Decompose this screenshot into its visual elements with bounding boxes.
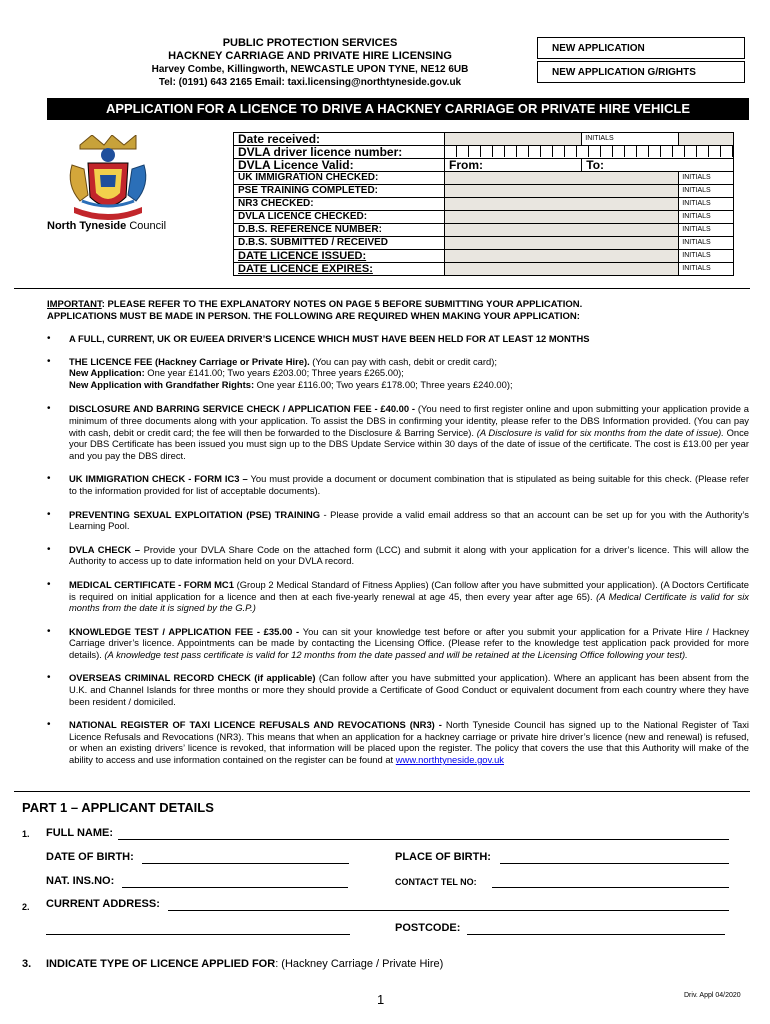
bullet-overseas-text: (Can follow after you have submitted your application). Where an applicant has been absent from the U.K. and Channel Islands for three months or more they should provide a Certificate of Good Conduct or equivalent document from each country where they have been resident / domiciled. [69,672,750,707]
page-title: APPLICATION FOR A LICENCE TO DRIVE A HACKNEY CARRIAGE OR PRIVATE HIRE VEHICLE [47,98,749,120]
bullet-medical-head: MEDICAL CERTIFICATE - FORM MC1 [69,578,234,590]
office-row-field[interactable] [445,237,679,250]
important-label: IMPORTANT [47,299,102,310]
list-item: • DVLA CHECK – Provide your DVLA Share Code on the attached form (LCC) and submit it along with your application for a driver’s licence. This will allow the Authority to access up to date information held on your DVLA record. [47,543,749,567]
dob-field[interactable] [142,863,349,864]
initials-cell: INITIALS [679,211,734,224]
office-use-table [233,132,734,276]
office-row-label: D.B.S. REFERENCE NUMBER: [234,224,445,237]
bullet-nr3-text: North Tyneside Council has signed up to the National Register of Taxi Licence Refusals and Revocations (NR3). This means that when an application for a hackney carriage or private hire driver’s licence (new and renewal) is refused, or when an existing drivers’ licence is revoked, that information will be placed upon the register. The policy that covers the use that this Authority will make of the ability to access and use information contained on the register can be found at [69,719,749,766]
initials-cell: INITIALS [679,224,734,237]
bullet-fee-new-label: New Application: [69,367,145,379]
list-item: • DISCLOSURE AND BARRING SERVICE CHECK / APPLICATION FEE - £40.00 - (You need to first register online and upon submitting your application provide a minimum of three documents along with your application. To assist the DBS in confirming your identity, please refer to the DBS Information provided. (You can pay with cash, debit or credit card; the fee will then be forwarded to the Disclosure & Barring Service). (A Disclosure is valid for six months from the date of issue). Once your DBS Certificate has been issued you must sign up to the DBS Update Service within 30 days of the date of issue of the certificate. The cost is £13.00 per year and you pay the DBS direct. [47,403,750,461]
address-field-line1[interactable] [168,910,729,911]
dvla-number-boxes[interactable] [445,146,734,159]
bullet-knowledge-italic: (A knowledge test pass certificate is valid for 12 months from the date passed and will be retained at the Licensing Office following your test). [101,648,688,660]
office-row-label: UK IMMIGRATION CHECKED: [234,172,445,185]
bullet-fee-head: THE LICENCE FEE (Hackney Carriage or Private Hire). [69,355,310,367]
item-number: 2. [22,902,30,912]
list-item: • UK IMMIGRATION CHECK - FORM IC3 – You must provide a document or document combination that is stipulated as being suitable for this check. (Please refer to the information provided for list of acceptable documents). [47,473,749,496]
dob-label: DATE OF BIRTH: [46,851,134,863]
dvla-valid-to[interactable]: To: [582,159,734,172]
initials-cell: INITIALS [679,198,734,211]
bullet-dvla-text: Provide your DVLA Share Code on the attached form (LCC) and submit it along with your application for a driver’s licence. This will allow the Authority to access up to date information held on your DVLA record. [69,543,749,567]
header-line3: Harvey Combe, Killingworth, NEWCASTLE UPON TYNE, NE12 6UB [151,64,469,75]
divider [14,791,750,792]
office-row-field[interactable] [445,224,679,237]
requirements-list [47,333,749,776]
new-application-grights-box[interactable]: NEW APPLICATION G/RIGHTS [537,61,745,83]
item-number: 1. [22,829,30,839]
council-name-bold: North Tyneside [47,220,127,232]
list-item: • A FULL, CURRENT, UK OR EU/EEA DRIVER’S LICENCE WHICH MUST HAVE BEEN HELD FOR AT LEAST 12 MONTHS [47,333,590,344]
bullet-pse-head: PREVENTING SEXUAL EXPLOITATION (PSE) TRAINING [69,508,321,520]
date-received-label: Date received: [234,133,445,146]
bullet-immigration-head: UK IMMIGRATION CHECK - FORM IC3 – [69,473,248,485]
initials-cell: INITIALS [679,263,734,276]
header-line2: HACKNEY CARRIAGE AND PRIVATE HIRE LICENSING [168,50,452,62]
licence-type-question [46,958,443,970]
bullet-pse-text: - Please provide a valid email address so that an account can be set up for you with the Authority’s Learning Pool. [69,508,749,532]
header-line1: PUBLIC PROTECTION SERVICES [222,37,398,49]
bullet-immigration-text: You must provide a document or document combination that is stipulated as being suitable for this check. (Please refer to the information provided for list of acceptable documents). [69,473,749,496]
list-item: • KNOWLEDGE TEST / APPLICATION FEE - £35.00 - You can sit your knowledge test before or after you submit your application for a Private Hire / Hackney Carriage driver’s licence. Appointments can be made by contacting the Licensing Office. (Please refer to the knowledge test application pack provided for more details). (A knowledge test pass certificate is valid for 12 months from the date passed and will be retained at the Licensing Office following your test). [47,625,749,660]
nat-ins-label: NAT. INS.NO: [46,875,115,887]
licence-type-options[interactable]: : (Hackney Carriage / Private Hire) [275,958,444,970]
office-row-label: PSE TRAINING COMPLETED: [234,185,445,198]
pob-label: PLACE OF BIRTH: [395,851,491,863]
address-field-line2[interactable] [46,934,350,935]
date-received-field[interactable] [445,133,582,146]
office-row-label: DATE LICENCE EXPIRES: [234,263,445,276]
form-reference: Driv. Appl 04/2020 [684,992,741,999]
divider [14,288,750,289]
important-line2: APPLICATIONS MUST BE MADE IN PERSON. THE FOLLOWING ARE REQUIRED WHEN MAKING YOUR APPLICATION: [47,311,580,322]
part1-title: PART 1 – APPLICANT DETAILS [22,800,214,815]
office-row-field[interactable] [445,263,679,276]
bullet-overseas-head: OVERSEAS CRIMINAL RECORD CHECK (if applicable) [69,672,316,684]
northtyneside-link[interactable]: www.northtyneside.gov.uk [395,754,504,766]
header-block [130,37,490,89]
new-application-box[interactable]: NEW APPLICATION [537,37,745,59]
list-item: • OVERSEAS CRIMINAL RECORD CHECK (if applicable) (Can follow after you have submitted your application). Where an applicant has been absent from the U.K. and Channel Islands for three months or more they should provide a Certificate of Good Conduct or equivalent document from each country where they have been resident / domiciled. [47,672,750,707]
dvla-number-label: DVLA driver licence number: [234,146,445,159]
important-line1: : PLEASE REFER TO THE EXPLANATORY NOTES ON PAGE 5 BEFORE SUBMITTING YOUR APPLICATION. [101,299,583,310]
item-number: 3. [22,958,32,970]
bullet-dbs-italic: (A Disclosure is valid for six months from the date of issue). [476,426,724,438]
office-row-field[interactable] [445,250,679,263]
list-item: • THE LICENCE FEE (Hackney Carriage or Private Hire). (You can pay with cash, debit or credit card); New Application: One year £141.00; Two years £203.00; Three years £265.00); New Application with Grandfather Rights: One year £116.00; Two years £178.00; Three years £240.00); [47,355,513,390]
contact-label: CONTACT TEL NO: [395,877,477,887]
list-item: • MEDICAL CERTIFICATE - FORM MC1 (Group 2 Medical Standard of Fitness Applies) (Can follow after you have submitted your application). (A Doctors Certificate is required on initial application for a licence and then at each five-yearly renewal at age 45, then every year after age 65). (A Medical Certificate is valid for six months from the date it is signed by the G.P.) [47,578,749,614]
important-notice [47,299,747,323]
list-item: • PREVENTING SEXUAL EXPLOITATION (PSE) TRAINING - Please provide a valid email address so that an account can be set up for you with the Authority’s Learning Pool. [47,508,749,532]
header-line4: Tel: (0191) 643 2165 Email: taxi.licensing@northtyneside.gov.uk [158,77,462,88]
bullet-knowledge-text: You can sit your knowledge test before or after you submit your application for a Private Hire / Hackney Carriage driver’s licence. Appointments can be made by contacting the Licensing Office. (Please refer to the knowledge test application pack provided for more details). [69,625,749,660]
bullet-licence: A FULL, CURRENT, UK OR EU/EEA DRIVER’S LICENCE WHICH MUST HAVE BEEN HELD FOR AT LEAST 12 MONTHS [69,333,590,344]
office-row-label: DATE LICENCE ISSUED: [234,250,445,263]
date-received-initials-field[interactable] [679,133,734,146]
bullet-dbs-text2: Once your DBS Certificate has been issued you must sign up to the DBS Update Service within 30 days of the date of issue of the certificate. The cost is £13.00 per year and you pay the DBS direct. [69,426,750,461]
bullet-medical-italic: (A Medical Certificate is valid for six months from the date it is signed by the G.P.) [69,590,749,614]
council-name-rest: Council [126,220,167,232]
full-name-field[interactable] [118,839,729,840]
dvla-valid-label: DVLA Licence Valid: [234,159,445,172]
council-crest-icon [58,135,158,225]
licence-type-label: INDICATE TYPE OF LICENCE APPLIED FOR [46,958,276,970]
council-name [47,220,166,232]
office-row-label: D.B.S. SUBMITTED / RECEIVED [234,237,445,250]
initials-cell: INITIALS [679,237,734,250]
address-label: CURRENT ADDRESS: [46,898,160,910]
bullet-dvla-head: DVLA CHECK – [69,543,140,555]
bullet-medical-text: (Group 2 Medical Standard of Fitness Applies) (Can follow after you have submitted your application). (A Doctors Certificate is required on initial application for a licence and then at each five-yearly renewal at age 45, then every year after age 65). [69,578,749,602]
bullet-fee-tail: (You can pay with cash, debit or credit card); [309,355,497,367]
nat-ins-field[interactable] [122,887,348,888]
dvla-valid-from[interactable]: From: [445,159,582,172]
office-row-label: DVLA LICENCE CHECKED: [234,211,445,224]
office-row-label: NR3 CHECKED: [234,198,445,211]
bullet-nr3-head: NATIONAL REGISTER OF TAXI LICENCE REFUSALS AND REVOCATIONS (NR3) - [69,719,442,731]
initials-cell: INITIALS [679,172,734,185]
office-row-field[interactable] [445,172,679,185]
initials-label: INITIALS [582,133,679,146]
bullet-knowledge-head: KNOWLEDGE TEST / APPLICATION FEE - £35.00 - [69,625,300,637]
bullet-fee-gr: One year £116.00; Two years £178.00; Three years £240.00); [254,378,513,390]
contact-field[interactable] [492,887,729,888]
bullet-dbs-head: DISCLOSURE AND BARRING SERVICE CHECK / APPLICATION FEE - £40.00 - [69,403,416,415]
office-row-field[interactable] [445,198,679,211]
pob-field[interactable] [500,863,729,864]
postcode-label: POSTCODE: [395,922,461,934]
bullet-fee-gr-label: New Application with Grandfather Rights: [69,378,255,390]
office-row-field[interactable] [445,185,679,198]
list-item: • NATIONAL REGISTER OF TAXI LICENCE REFUSALS AND REVOCATIONS (NR3) - North Tyneside Council has signed up to the National Register of Taxi Licence Refusals and Revocations (NR3). This means that when an application for a hackney carriage or private hire driver’s licence (new and renewal) is refused, or when an existing drivers’ licence is revoked, that information will be placed upon the register. The policy that covers the use that this Authority will make of the ability to access and use information contained on the register can be found at www.northtyneside.gov.uk [47,719,749,766]
initials-cell: INITIALS [679,250,734,263]
initials-cell: INITIALS [679,185,734,198]
postcode-field[interactable] [467,934,725,935]
bullet-fee-new: One year £141.00; Two years £203.00; Three years £265.00); [144,367,404,379]
full-name-label: FULL NAME: [46,827,114,839]
bullet-dbs-text: (You need to first register online and upon submitting your application provide a minimum of three documents along with your application. To assist the DBS in confirming your identity, please refer to the DBS Information provided. (You can pay with cash, debit or credit card; the fee will then be forwarded to the Disclosure & Barring Service). [69,403,750,438]
page-number: 1 [377,992,385,1007]
office-row-field[interactable] [445,211,679,224]
